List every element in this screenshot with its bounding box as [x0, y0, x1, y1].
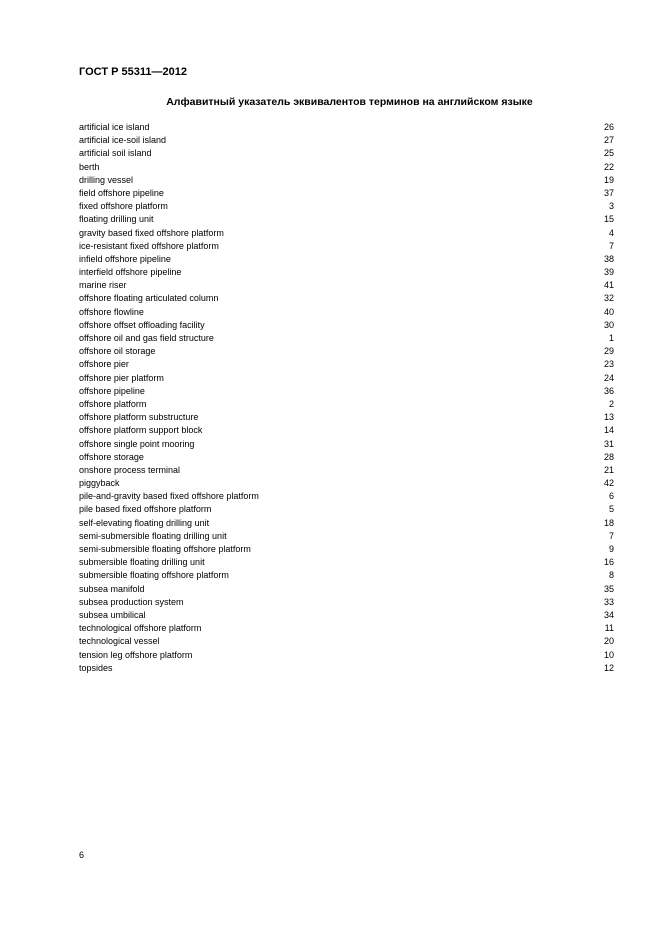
index-entry-term: offshore pier platform: [79, 372, 164, 383]
index-entry-number: 5: [608, 504, 614, 515]
document-code: ГОСТ Р 55311—2012: [79, 66, 187, 78]
index-entry: [79, 292, 614, 305]
index-entry-number: 4: [608, 227, 614, 238]
index-entry-term: offshore oil and gas field structure: [79, 333, 214, 343]
index-entry: [79, 345, 614, 358]
index-entry-number: 7: [608, 240, 614, 251]
index-entry-term: pile based fixed offshore platform: [79, 504, 212, 515]
index-entry: [79, 569, 614, 582]
index-entry-number: 25: [603, 148, 614, 159]
page-number: 6: [79, 850, 85, 860]
index-entry-number: 28: [603, 451, 614, 462]
index-entry-term: self-elevating floating drilling unit: [79, 517, 210, 528]
index-entry: [79, 200, 614, 213]
index-entry: [79, 503, 614, 516]
index-entry: [79, 134, 614, 147]
index-entry-number: 27: [603, 135, 614, 146]
index-entry-term: submersible floating offshore platform: [79, 570, 229, 581]
index-entry-number: 2: [608, 398, 614, 409]
index-entry-term: ice-resistant fixed offshore platform: [79, 240, 219, 251]
index-entry-term: fixed offshore platform: [79, 201, 168, 212]
index-entry-number: 3: [608, 201, 614, 212]
index-entry: [79, 253, 614, 266]
index-entry-number: 24: [603, 372, 614, 383]
index-entry-term: subsea manifold: [79, 583, 145, 594]
index-entry-term: offshore offset offloading facility: [79, 319, 205, 330]
index-entry-number: 20: [603, 636, 614, 647]
index-entry: [79, 662, 614, 675]
index-entry: [79, 609, 614, 622]
index-entry: [79, 438, 614, 451]
index-entry-number: 39: [603, 267, 614, 278]
index-entry: [79, 147, 614, 160]
index-entry-number: 6: [608, 491, 614, 502]
index-title: Алфавитный указатель эквивалентов терминов на английском языке: [166, 96, 533, 108]
index-entry: [79, 490, 614, 503]
index-entry: [79, 530, 614, 543]
index-entry-term: berth: [79, 161, 100, 172]
index-entry: [79, 583, 614, 596]
index-entry-number: 16: [603, 557, 614, 568]
index-entry-term: technological vessel: [79, 636, 160, 647]
index-entry-term: submersible floating drilling unit: [79, 557, 205, 568]
index-entry-term: artificial ice-soil island: [79, 135, 167, 146]
index-entry: [79, 187, 614, 200]
index-entry-number: 14: [603, 425, 614, 436]
index-entry-number: 15: [603, 214, 614, 225]
index-entry: [79, 319, 614, 332]
index-entry-number: 38: [603, 253, 614, 264]
index-entry-number: 8: [608, 570, 614, 581]
index-entry-number: 32: [603, 293, 614, 304]
index-entry: [79, 227, 614, 240]
index-entry-number: 23: [603, 359, 614, 370]
index-entry: [79, 174, 614, 187]
index-entry: [79, 398, 614, 411]
index-entry: [79, 424, 614, 437]
index-entry: [79, 596, 614, 609]
index-entry-number: 30: [603, 319, 614, 330]
index-entry-term: offshore flowline: [79, 306, 144, 317]
index-entry-number: 26: [603, 122, 614, 132]
index-entry: [79, 517, 614, 530]
index-entry-number: 37: [603, 187, 614, 198]
index-entry: [79, 649, 614, 662]
index-entry-number: 10: [603, 649, 614, 660]
index-entry-term: technological offshore platform: [79, 623, 202, 634]
index-entry-term: infield offshore pipeline: [79, 253, 171, 264]
index-entry-term: piggyback: [79, 478, 120, 489]
index-entry-term: offshore platform: [79, 398, 147, 409]
index-entry: [79, 451, 614, 464]
term-index-list: [79, 121, 614, 675]
index-entry: [79, 635, 614, 648]
index-entry-number: 21: [603, 464, 614, 475]
index-entry-term: onshore process terminal: [79, 464, 181, 475]
index-entry-term: pile-and-gravity based fixed offshore platform: [79, 491, 259, 502]
index-entry: [79, 477, 614, 490]
index-entry-number: 9: [608, 544, 614, 554]
index-entry-number: 22: [603, 161, 614, 172]
index-entry: [79, 279, 614, 292]
index-entry-term: marine riser: [79, 280, 127, 291]
index-entry-term: topsides: [79, 662, 113, 673]
index-entry-number: 41: [603, 280, 614, 291]
index-entry-term: offshore storage: [79, 451, 144, 462]
index-entry-term: offshore oil storage: [79, 346, 156, 357]
index-entry: [79, 543, 614, 556]
index-entry: [79, 372, 614, 385]
index-entry-number: 31: [603, 438, 614, 449]
index-entry-term: offshore floating articulated column: [79, 293, 219, 304]
index-entry-number: 40: [603, 306, 614, 317]
index-entry-number: 29: [603, 346, 614, 357]
index-entry-term: offshore platform support block: [79, 425, 203, 436]
index-entry-number: 12: [603, 662, 614, 673]
index-entry-number: 42: [603, 478, 614, 489]
index-entry: [79, 622, 614, 635]
index-entry-term: drilling vessel: [79, 174, 134, 185]
index-entry-number: 13: [603, 412, 614, 423]
index-entry-number: 1: [608, 333, 614, 343]
index-entry-term: gravity based fixed offshore platform: [79, 227, 224, 238]
index-entry-number: 35: [603, 583, 614, 594]
index-entry: [79, 556, 614, 569]
index-entry-term: offshore pier: [79, 359, 129, 370]
index-entry: [79, 213, 614, 226]
index-entry: [79, 464, 614, 477]
index-entry-term: semi-submersible floating offshore platform: [79, 544, 251, 554]
index-entry-number: 11: [604, 623, 614, 634]
index-entry: [79, 385, 614, 398]
index-entry-term: artificial soil island: [79, 148, 152, 159]
index-entry-term: offshore single point mooring: [79, 438, 195, 449]
index-entry-number: 7: [608, 530, 614, 541]
index-entry-term: subsea umbilical: [79, 609, 146, 620]
index-entry: [79, 332, 614, 345]
index-entry: [79, 411, 614, 424]
index-entry-term: offshore pipeline: [79, 385, 145, 396]
index-entry: [79, 358, 614, 371]
index-entry: [79, 240, 614, 253]
index-entry: [79, 306, 614, 319]
index-entry-term: subsea production system: [79, 596, 184, 607]
index-entry-number: 34: [603, 609, 614, 620]
index-entry-number: 19: [603, 174, 614, 185]
index-entry-term: field offshore pipeline: [79, 187, 164, 198]
index-entry-number: 18: [603, 517, 614, 528]
index-entry-number: 33: [603, 596, 614, 607]
index-entry-term: offshore platform substructure: [79, 412, 199, 423]
index-entry-term: tension leg offshore platform: [79, 649, 193, 660]
index-entry-term: interfield offshore pipeline: [79, 267, 182, 278]
index-entry-term: floating drilling unit: [79, 214, 154, 225]
index-entry-term: semi-submersible floating drilling unit: [79, 530, 227, 541]
index-entry: [79, 161, 614, 174]
index-entry: [79, 266, 614, 279]
index-entry-number: 36: [603, 385, 614, 396]
index-entry-term: artificial ice island: [79, 122, 150, 132]
index-entry: [79, 121, 614, 134]
